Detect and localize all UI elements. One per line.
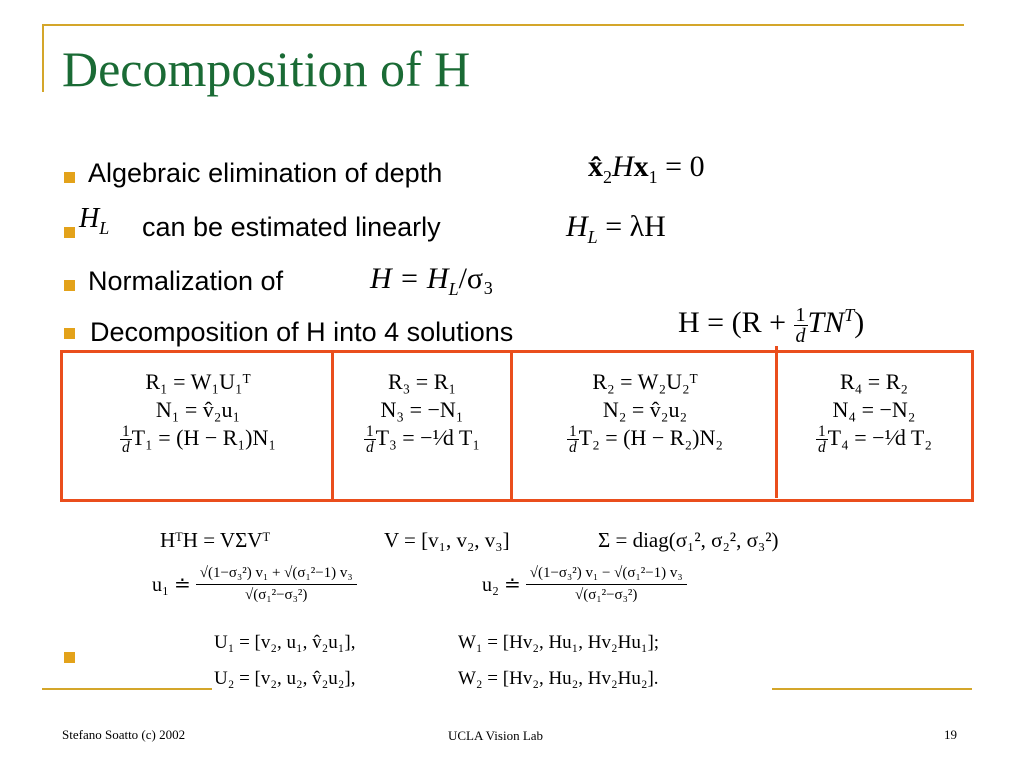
math-rest: /σ₃ <box>458 262 494 295</box>
solution-2-t <box>518 424 772 456</box>
u1-definition <box>152 566 357 603</box>
solution-2-t-expr: T₂ = (H − R₂)N₂ <box>578 425 724 450</box>
u1-denominator: √(σ₁²−σ₃²) <box>245 587 308 603</box>
u2-numerator: √(1−σ₃²) v₁ − √(σ₁²−1) v₃ <box>526 566 687 585</box>
fraction-denominator: d <box>817 439 826 457</box>
subscript: L <box>448 279 459 299</box>
bottom-rule-left <box>42 688 212 690</box>
fraction <box>567 424 579 456</box>
bullet-1-text: Algebraic elimination of depth <box>88 158 443 188</box>
bullet-marker <box>64 280 75 291</box>
solution-1-n: N₁ = v̂₂u₁ <box>155 397 241 422</box>
math-close: ) <box>854 306 865 339</box>
slide-title: Decomposition of H <box>62 41 471 97</box>
sigma-definition: Σ = diag(σ₁², σ₂², σ₃²) <box>598 528 779 552</box>
subscript: L <box>587 227 598 247</box>
math-lhs: H = H <box>370 262 449 295</box>
bullet-4-equation <box>678 300 864 346</box>
bullet-3-text: Normalization of <box>88 266 284 296</box>
fraction <box>816 424 828 456</box>
fraction-numerator: 1 <box>795 303 806 326</box>
fraction-denominator: d <box>568 439 577 457</box>
fraction-denominator: d <box>121 439 130 457</box>
u1-numerator: √(1−σ₃²) v₁ + √(σ₁²−1) v₃ <box>196 566 357 585</box>
solution-4-t <box>782 424 966 456</box>
solutions-divider <box>775 346 778 498</box>
math-lhs: H <box>566 210 588 243</box>
bullet-2-text: can be estimated linearly <box>142 212 441 242</box>
fraction-numerator: 1 <box>817 423 826 441</box>
solution-1-t <box>72 424 324 456</box>
solution-1-t-expr: T₁ = (H − R₁)N₁ <box>131 425 277 450</box>
fraction-numerator: 1 <box>365 423 374 441</box>
solution-4-t-expr: T₄ = −¹⁄d T₂ <box>827 425 933 450</box>
solution-4-r: R₄ = R₂ <box>839 369 909 394</box>
u1-lhs: u₁ ≐ <box>152 574 191 596</box>
solution-2-n: N₂ = v̂₂u₂ <box>602 397 688 422</box>
u2-lhs: u₂ ≐ <box>482 574 521 596</box>
solution-3-n: N₃ = −N₁ <box>380 397 464 422</box>
bullet-3-equation <box>370 262 494 302</box>
bullet-2-prefix-math <box>79 203 109 241</box>
solution-3 <box>338 368 506 456</box>
subscript: L <box>99 217 110 238</box>
fraction <box>120 424 132 456</box>
math-rhs: TN <box>807 306 845 339</box>
u2-fraction <box>526 566 687 603</box>
fraction <box>364 424 376 456</box>
fraction-numerator: 1 <box>121 423 130 441</box>
solution-4-n: N₄ = −N₂ <box>832 397 916 422</box>
v-definition: V = [v₁, v₂, v₃] <box>384 528 510 552</box>
fraction-numerator: 1 <box>568 423 577 441</box>
solution-1 <box>72 368 324 456</box>
solution-2 <box>518 368 772 456</box>
U1-definition: U₁ = [v₂, u₁, v̂₂u₁], <box>214 632 356 653</box>
math-lhs: H = (R + <box>678 306 787 339</box>
bullet-marker <box>64 652 75 663</box>
page-number: 19 <box>944 727 957 742</box>
bottom-rule-right <box>772 688 972 690</box>
bullet-marker <box>64 328 75 339</box>
solution-3-t-expr: T₃ = −¹⁄d T₁ <box>375 425 481 450</box>
math-rhs: = λH <box>605 210 666 243</box>
fraction <box>794 305 808 346</box>
fraction-denominator: d <box>795 324 806 347</box>
fraction-denominator: d <box>365 439 374 457</box>
u2-definition <box>482 566 687 603</box>
solution-1-r: R₁ = W₁U₁ᵀ <box>145 369 251 394</box>
U2-definition: U₂ = [v₂, u₂, v̂₂u₂], <box>214 668 356 689</box>
frame-top-rule <box>42 24 964 26</box>
solution-2-r: R₂ = W₂U₂ᵀ <box>592 369 698 394</box>
bullet-2-equation <box>566 210 666 250</box>
W1-definition: W₁ = [Hv₂, Hu₁, Hv₂Hu₁]; <box>458 632 660 653</box>
u2-denominator: √(σ₁²−σ₃²) <box>575 587 638 603</box>
footer-lab: UCLA Vision Lab <box>448 728 544 743</box>
solution-4 <box>782 368 966 456</box>
bullet-marker <box>64 227 75 238</box>
bullet-4-text: Decomposition of H into 4 solutions <box>90 317 514 347</box>
bullet-marker <box>64 172 75 183</box>
superscript: T <box>844 305 855 325</box>
footer-author: Stefano Soatto (c) 2002 <box>62 727 186 742</box>
frame-left-rule <box>42 24 44 92</box>
solution-3-t <box>338 424 506 456</box>
bullet-1-equation: $x̂_2Hx_1 = 0$ <box>588 150 705 187</box>
W2-definition: W₂ = [Hv₂, Hu₂, Hv₂Hu₂]. <box>458 668 659 689</box>
u1-fraction <box>196 566 357 603</box>
h-symbol: H <box>79 203 100 234</box>
svd-equation: HᵀH = VΣVᵀ <box>160 528 271 552</box>
solution-3-r: R₃ = R₁ <box>387 369 457 394</box>
